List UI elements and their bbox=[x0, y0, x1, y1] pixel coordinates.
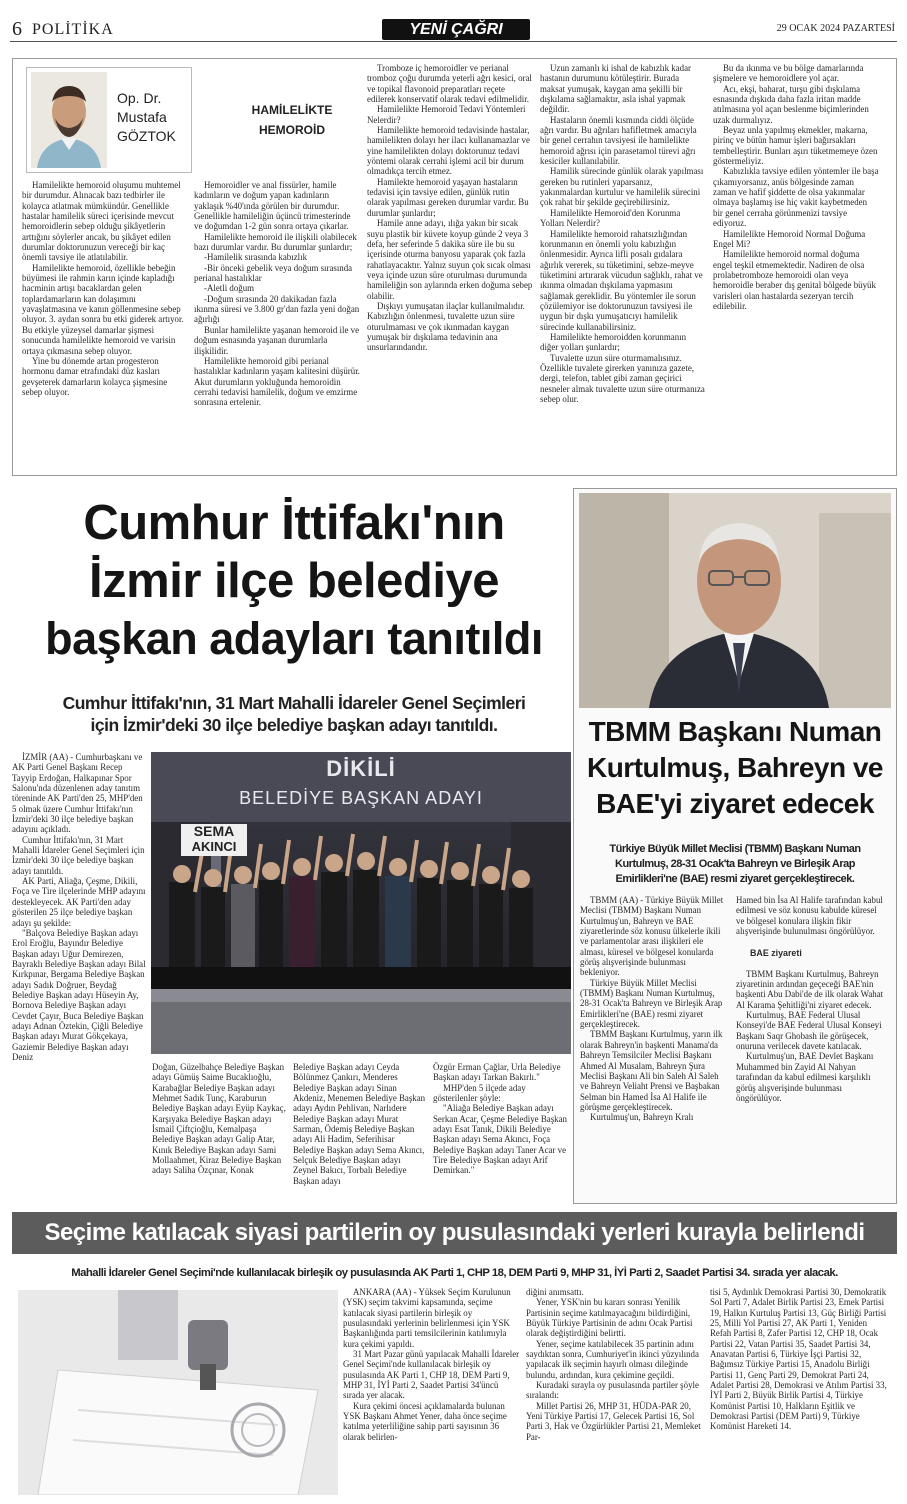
author-first-name: Mustafa bbox=[117, 109, 167, 125]
paragraph: Kurtulmuş'un, BAE Devlet Başkanı Muhammed bin Zayid Al Nahyan tarafından da kabul edilmesi karşılıklı görüş alışverişinde bulunması öngörülüyor. bbox=[736, 1051, 874, 1103]
paragraph: tisi 5, Aydınlık Demokrasi Partisi 30, Demokratik Sol Parti 7, Adalet Birlik Partisi 23, Emek Partisi 19, Halkın Kurtuluş Partisi 13, Güç Birliği Partisi 25, Milli Yol Partisi 27, AK Parti 1, Yeniden Refah Partisi 8, Zafer Partisi 12, CHP 18, Ocak Partisi 22, Vatan Partisi 35, Saadet Partisi 34, Anavatan Partisi 6, Türkiye İşçi Partisi 32, Bağımsız Türkiye Partisi 15, Anadolu Birliği Partisi 11, Genç Parti 29, Demokrat Parti 24, Adalet Partisi 28, Demokrasi ve Atılım Partisi 33, İYİ Parti 2, Büyük Birlik Partisi 4, Türkiye Komünist Partisi 10, Halkların Eşitlik ve Demokrasi Partisi (DEM Parti) 9, Türkiye Komünist Hareketi 14. bbox=[710, 1287, 887, 1432]
ysk-photo bbox=[18, 1290, 338, 1495]
paragraph: "Balçova Belediye Başkan adayı Erol Eroğlu, Bayındır Belediye Başkan adayı Uğur Demirezen, Bayraklı Belediye Başkan adayı Bilal Kırkpınar, Bergama Belediye Başkan adayı Sadık Doğruer, Beydağ Belediye Başkan adayı Hüseyin Ay, Bornova Belediye Başkan adayı Cevdet Çayır, Buca Belediye Başkan adayı Adnan Öztekin, Çiğli Belediye Başkan adayı Murat Gökçekaya, Gaziemir Belediye Başkan adayı Deniz bbox=[12, 927, 146, 1062]
paragraph: Kurtulmuş'un, Bahreyn Kralı bbox=[590, 1112, 694, 1123]
paragraph: Tuvalette uzun süre oturmamalısınız. Özellikle tuvalete girerken yanınıza gazete, dergi, telefon, tablet gibi zaman geçirici nesneler almak tuvalette uzun süre oturmanıza sebep olur. bbox=[540, 352, 705, 404]
column-text-3 bbox=[367, 63, 533, 471]
tbmm-headline-line-1: TBMM Başkanı Numan bbox=[588, 716, 882, 747]
izmir-subhead-line-1: Cumhur İttifakı'nın, 31 Mart Mahalli İdareler Genel Seçimleri bbox=[62, 693, 526, 713]
paragraph: Beyaz unla yapılmış ekmekler, makarna, pirinç ve bütün hamur işleri bağırsakları tembelleştirir. Bunları aşırı tüketmemeye özen göstermeliyiz. bbox=[713, 125, 878, 167]
page-number: 6 bbox=[12, 18, 22, 40]
tbmm-subhead-line-2: Kurtulmuş, 28-31 Ocak'ta Bahreyn ve Birleşik Arap bbox=[615, 858, 855, 870]
paragraph: Hamilelikte hemoroid gibi perianal hastalıklar kadınların yaşam kalitesini düşürür. Akut durumların yokluğunda hemoroidin cerrahi tedavisi hamilelik, doğum ve emzirme sonrasına ertelenir. bbox=[194, 355, 360, 408]
paragraph: Belediye Başkan adayı Ceyda Bölünmez Çankırı, Menderes Belediye Başkan adayı Sinan Akdeniz, Menemen Belediye Başkan adayı Aydın Pehlivan, Narlıdere Belediye Başkan adayı Murat Sarman, Ödemiş Belediye Başkan adayı Ali Hadim, Seferihisar Belediye Başkan adayı Sema Akıncı, Selçuk Belediye Başkan adayı Zeynel Bakıcı, Torbalı Belediye Başkan adayı bbox=[293, 1062, 426, 1186]
issue-date: 29 OCAK 2024 PAZARTESİ bbox=[776, 23, 895, 34]
paragraph: Kurtulmuş, BAE Federal Ulusal Konseyi'de BAE Federal Ulusal Konseyi Başkanı Saqr Ghobash ile görüşecek, onuruna verilecek davete katılacak. bbox=[736, 1010, 882, 1052]
photo-sign-line-1: SEMA bbox=[193, 823, 235, 839]
paragraph: Hamile anne adayı, ılığa yakın bir sıcak suyu plastik bir küvete koyup günde 2 veya 3 defa, her seferinde 5 dakika süre ile bu su içerisinde oturma banyosu yaparak çok fazla rahatlayacaktır. Yalnız suyun çok sıcak olması veya içinde uzun süre oturulması durumunda hamileliğin son aylarında erken doğuma sebep olabilir. bbox=[367, 218, 533, 301]
izmir-text-3 bbox=[293, 1062, 427, 1202]
paragraph: TBMM Başkanı Kurtulmuş, Bahreyn ziyaretinin ardından geçeceği BAE'nin başkenti Abu Dabi'de de ilk olarak Wahat Al Karama Şehitliği'ni ziyaret edecek. bbox=[736, 968, 884, 1010]
author-photo bbox=[31, 72, 107, 168]
paragraph: Kabızlıkla tavsiye edilen yöntemler ile başa çıkamıyorsanız, anüs bölgesinde zaman zaman ve hafif şiddette de olsa yakınmalar olmaya başlamış ise hiç vakit kaybetmeden bir genel cerraha görünmenizi tavsiye ediyoruz. bbox=[713, 166, 879, 229]
paragraph: Hamilelikte hemoroid tedavisinde hastalar, hamilelikten dolayı her ilacı kullanamazlar ve yine hamilelikten dolayı doktorunuz tedavi yöntemi olarak cerrahi işlemi acil bir durum olmadıkça tercih etmez. bbox=[367, 125, 530, 177]
ysk-banner bbox=[12, 1212, 897, 1254]
paragraph: "Aliağa Belediye Başkan adayı Serkan Acar, Çeşme Belediye Başkan adayı Esat Tanık, Dikili Belediye Başkan adayı Sema Akıncı, Foça Belediye Başkan adayı Taner Acar ve Tire Belediye Başkan adayı Arif Demirkan." bbox=[433, 1103, 567, 1176]
paragraph: diğini anımsattı. bbox=[526, 1287, 584, 1297]
paragraph: -Hamilelik sırasında kabızlık bbox=[204, 252, 308, 263]
paragraph: -Bir önceki gebelik veya doğum sırasında perianal hastalıklar bbox=[194, 262, 353, 284]
bae-subheading: BAE ziyareti bbox=[750, 948, 802, 959]
paragraph: Yener, YSK'nin bu kararı sonrası Yenilik Partisinin seçime katılmayacağını bildirdiğini, Büyük Türkiye Partisinin de adını Ocak Partisi olarak değiştirdiğini belirtti. bbox=[526, 1297, 693, 1339]
paragraph: Özgür Erman Çağlar, Urla Belediye Başkan adayı Tarkan Bakırlı." bbox=[433, 1062, 561, 1083]
paragraph: TBMM Başkanı Kurtulmuş, yarın ilk olarak Bahreyn'in başkenti Manama'da Bahreyn Temsilciler Meclisi Başkanı Ahmed Al Musalam, Bahreyn Şura Meclisi Başkanı Ali bin Saleh Al Saleh ve Bahreyn Veliaht Prensi ve Başbakan Selman bin Hamed İsa Al Halife ile görüşme gerçekleştirecek. bbox=[580, 1029, 723, 1112]
photo-sign-line-2: AKINCI bbox=[191, 839, 237, 854]
column-text-2 bbox=[194, 180, 360, 470]
author-title: Op. Dr. bbox=[117, 90, 162, 106]
paragraph: Hamilelikte hemoroid rahatsızlığından korunmanın en önemli yolu kabızlığın önlenmesidir. Ayrıca lifli posalı gıdalara ağırlık vererek, su tüketimini, sebze-meyve tüketimini artırarak vücudun sağlıklı, rahat ve ıkınma olmadan dışkılama yapmasını sağlamak gereklidir. Bu yöntemler ile sorun çözülemiyor ise doktorunuzun tavsiyesi ile uygun bir dışkı yumuşatıcıyı hamilelik sürecinde kullanabilirsiniz. bbox=[540, 228, 703, 332]
paragraph: Türkiye Büyük Millet Meclisi (TBMM) Başkanı Numan Kurtulmuş, 28-31 Ocak'ta Bahreyn ve Birleşik Arap Emirlikleri'ne (BAE) resmi ziyaret gerçekleştirecek. bbox=[580, 977, 723, 1030]
paragraph: Tromboze iç hemoroidler ve perianal tromboz çoğu durumda yeterli ağrı kesici, oral ve topikal flavonoid preparatları reçete edilerek konservatif olarak tedavi edilmelidir. bbox=[367, 63, 532, 105]
paragraph: Bunlar hamilelikte yaşanan hemoroid ile ve doğum esnasında yaşanan durumlarla ilişkilidir. bbox=[194, 324, 360, 356]
column-text-1 bbox=[22, 180, 188, 470]
tbmm-subhead-line-3: Emirlikleri'ne (BAE) resmi ziyaret gerçekleştirecek. bbox=[615, 873, 855, 885]
paragraph: Hamilelikte Hemoroid Tedavi Yöntemleri Nelerdir? bbox=[367, 104, 526, 125]
paragraph: Yener, seçime katılabilecek 35 partinin adını saydıktan sonra, Cumhuriyet'in ikinci yüzyılında yapılacak ilk seçimin hayırlı olması dileğinde bulundu, ardından, kura çekimine geçildi. bbox=[526, 1338, 699, 1380]
paragraph: Kuradaki sırayla oy pusulasında partiler şöyle sıralandı: bbox=[526, 1380, 699, 1401]
ysk-subhead: Mahalli İdareler Genel Seçimi'nde kullanılacak birleşik oy pusulasında AK Parti 1, CHP 18, DEM Parti 9, MHP 31, İYİ Parti 2, Saadet Partisi 34. sırada yer alacak. bbox=[71, 1267, 838, 1279]
ysk-text-2 bbox=[526, 1287, 704, 1497]
tbmm-headline bbox=[576, 714, 894, 822]
tbmm-photo bbox=[579, 493, 891, 708]
logo-text: YENİ ÇAĞRI bbox=[409, 21, 503, 38]
photo-banner-title: DİKİLİ bbox=[326, 756, 396, 781]
paragraph: Uzun zamanlı ki ishal de kabızlık kadar hastanın durumunu kötüleştirir. Burada maksat yumuşak, kaygan ama şekilli bir dışkılama sağlamaktır, asla ishal yapmak değildir. bbox=[540, 63, 691, 115]
paragraph: Hamilelikte Hemoroid'den Korunma Yolları Nelerdir? bbox=[540, 207, 681, 229]
column-text-5 bbox=[713, 63, 879, 471]
tbmm-headline-line-2: Kurtulmuş, Bahreyn ve bbox=[586, 752, 884, 783]
column-text-4 bbox=[540, 63, 706, 471]
column-title bbox=[232, 100, 352, 140]
ysk-text-3 bbox=[710, 1287, 888, 1497]
paragraph: Hamed bin İsa Al Halife tarafından kabul edilmesi ve söz konusu kabulde küresel ve bölgesel konulara ilişkin fikir alışverişinde bulunulması öngörülüyor. bbox=[736, 895, 883, 937]
paragraph: Hamilelikte Hemoroid Normal Doğuma Engel Mi? bbox=[713, 228, 866, 249]
izmir-photo bbox=[151, 752, 571, 1054]
paragraph: Hamilelikte hemoroid ile ilişkili olabilecek bazı durumlar vardır. Bu durumlar şunlardır; bbox=[194, 231, 357, 253]
newspaper-logo bbox=[382, 19, 530, 40]
izmir-headline bbox=[14, 494, 574, 668]
paragraph: Hemoroidler ve anal fissürler, hamile kadınların ve doğum yapan kadınların yaklaşık %40'ında görülen bir durumdur. Genellikle hamileliğin üçüncü trimesterinde ve doğumdan 1-2 gün sonra ortaya çıkarlar. bbox=[194, 180, 351, 232]
column-title-line-2: HEMOROİD bbox=[259, 123, 325, 137]
author-last-name: GÖZTOK bbox=[117, 128, 176, 144]
paragraph: Hamilelikte hemoroid normal doğuma engel teşkil etmemektedir. Nadiren de olsa prolabetromboze hemoroidi olan veya hemoroidle beraber dış genital bölgede büyük varisleri olan hastalarda sezeryan tercih edilebilir. bbox=[713, 249, 876, 311]
paragraph: TBMM (AA) - Türkiye Büyük Millet Meclisi (TBMM) Başkanı Numan Kurtulmuş'un, Bahreyn ve BAE ziyaretlerinde söz konusu ülkelerle ikili ve parlamentolar arası ilişkileri ele alması, küresel ve bölgesel konularda görüş alışverişinde bulunması bekleniyor. bbox=[580, 895, 724, 978]
page-header bbox=[10, 8, 897, 42]
ysk-text-1 bbox=[343, 1287, 521, 1497]
paragraph: Hamilelikte hemoroid oluşumu muhtemel bir durumdur. Alınacak bazı tedbirler ile kolayca atlatmak mümkündür. Genellikle hastalar hamilelik süreci içerisinde mevcut hemoroidlerin sebep olduğu şikâyetlerin arttığını söylerler ancak, bu şikâyet edilen durumlar doktorunuzun vereceği bir kaç önemli tavsiye ile atlatılabilir. bbox=[22, 180, 181, 263]
paragraph: Hamilekte hemoroid yaşayan hastaların tedavisi için tavsiye edilen, günlük rutin olarak yapılması gereken durumlar vardır. Bu durumlar şunlardır; bbox=[367, 176, 529, 218]
photo-sign bbox=[181, 824, 247, 856]
ysk-headline: Seçime katılacak siyasi partilerin oy pusulasındaki yerleri kurayla belirlendi bbox=[44, 1219, 865, 1246]
tbmm-text-1 bbox=[580, 895, 726, 1200]
paragraph: Kura çekimi öncesi açıklamalarda bulunan YSK Başkanı Ahmet Yener, daha önce seçime katılma yeterliliğine sahip parti sayısının 36 olarak belirlen- bbox=[343, 1400, 507, 1442]
column-title-line-1: HAMİLELİKTE bbox=[251, 103, 333, 117]
izmir-headline-line-2: İzmir ilçe belediye bbox=[89, 554, 499, 608]
paragraph: -Aletli doğum bbox=[204, 283, 255, 294]
paragraph: 31 Mart Pazar günü yapılacak Mahalli İdareler Genel Seçimi'nde kullanılacak birleşik oy pusulasında AK Parti 1, CHP 18, DEM Parti 9, MHP 31, İYİ Parti 2, Saadet Partisi 34'üncü sırada yer alacak. bbox=[343, 1349, 520, 1401]
paragraph: Doğan, Güzelbahçe Belediye Başkan adayı Gümüş Saime Bucaklıoğlu, Karabağlar Belediye Başkan adayı Mehmet Sadık Tunç, Karaburun Belediye Başkan adayı Eyüp Kaykaç, Karşıyaka Belediye Başkan adayı İsmail Çiftçioğlu, Kemalpaşa Belediye Başkan adayı Galip Atar, Kınık Belediye Başkan adayı Sami Mollaahmet, Kiraz Belediye Başkan adayı Saliha Özçınar, Konak bbox=[152, 1062, 286, 1176]
paragraph: ANKARA (AA) - Yüksek Seçim Kurulunun (YSK) seçim takvimi kapsamında, seçime katılacak siyasi partilerin birleşik oy pusulasındaki yerlerinin belirlenmesi için YSK Başkanlığında parti temsilcilerinin katılımıyla kura çekimi yapıldı. bbox=[343, 1287, 511, 1349]
paragraph: Bu da ıkınma ve bu bölge damarlarında şişmelere ve hemoroidlere yol açar. bbox=[713, 63, 864, 84]
tbmm-subhead-line-1: Türkiye Büyük Millet Meclisi (TBMM) Başkanı Numan bbox=[609, 843, 861, 855]
photo-banner-subtitle: BELEDİYE BAŞKAN ADAYI bbox=[239, 788, 483, 808]
paragraph: Hamilelikte hemoroidden korunmanın diğer yolları şunlardır; bbox=[540, 331, 687, 353]
izmir-text-1 bbox=[12, 752, 146, 1202]
izmir-subhead-line-2: için İzmir'deki 30 ilçe belediye başkan adayı tanıtıldı. bbox=[90, 715, 498, 735]
paragraph: Acı, ekşi, baharat, turşu gibi dışkılama esnasında dışkıda daha fazla iritan madde atılmasına yol açan beslenme biçimlerinden uzak durmalıyız. bbox=[713, 83, 869, 125]
paragraph: AK Parti, Aliağa, Çeşme, Dikili, Foça ve Tire ilçelerinde MHP adayını destekleyecek. AK Parti'den aday gösterilen 25 ilçe belediye başkan adayı şu şekilde: bbox=[12, 876, 146, 928]
izmir-text-4 bbox=[433, 1062, 567, 1202]
tbmm-text-2 bbox=[736, 895, 884, 1200]
paragraph: Hastaların önemli kısmında ciddi ölçüde ağrı vardır. Bu ağrıları hafifletmek amacıyla bir genel cerrahın tavsiyesi ile hamilelikte hemoroid ağrısı için parasetamol türevi ağrı kesiciler kullanılabilir. bbox=[540, 114, 697, 167]
paragraph: Yine bu dönemde artan progesteron hormonu damar etrafındaki düz kasları gevşeterek damarların kolayca şişmesine sebep oluyor. bbox=[22, 355, 168, 397]
paragraph: Dışkıyı yumuşatan ilaçlar kullanılmalıdır. Kabızlığın önlenmesi, tuvalette uzun süre oturulmaması ve çok ıkınmadan kaygan yumuşak bir dışkılama tedavinin ana unsurlarındandır. bbox=[367, 300, 525, 353]
paragraph: Cumhur İttifakı'nın, 31 Mart Mahalli İdareler Genel Seçimleri için İzmir'deki 30 ilçe belediye başkan adayı tanıtıldı. bbox=[12, 834, 145, 876]
izmir-subhead bbox=[14, 692, 574, 736]
header-rule bbox=[10, 41, 897, 42]
paragraph: Hamilik sürecinde günlük olarak yapılması gereken bu rutinleri yaparsanız, yakınmalardan kurtulur ve hamilelik sürecini çok rahat bir şekilde geçirebilirsiniz. bbox=[540, 166, 704, 208]
tbmm-subhead bbox=[576, 842, 894, 887]
author-box bbox=[26, 67, 192, 173]
izmir-headline-line-3: başkan adayları tanıtıldı bbox=[45, 613, 543, 664]
paragraph: MHP'den 5 ilçede aday gösterilenler şöyle: bbox=[433, 1082, 526, 1104]
paragraph: Hamilelikte hemoroid, özellikle bebeğin büyümesi ile rahmin karın içinde kapladığı hacminin artışı bacaklardan gelen toplardamarların kan dolaşımını yavaşlatmasına ve kanın göllenmesine sebep oluyor. 3. aydan sonra bu etki giderek artıyor. Bu etkiyle yüzeysel damarlar şişmesi sonucunda hamilelikte hemoroid ve varisin ortaya çıkmasına sebep oluyor. bbox=[22, 262, 184, 356]
tbmm-headline-line-3: BAE'yi ziyaret edecek bbox=[596, 788, 874, 819]
izmir-text-2 bbox=[152, 1062, 286, 1202]
section-title: POLİTİKA bbox=[32, 21, 114, 38]
paragraph: Millet Partisi 26, MHP 31, HÜDA-PAR 20, Yeni Türkiye Partisi 17, Gelecek Partisi 16, Sol Parti 3, Hak ve Özgürlükler Partisi 21, Memleket Par- bbox=[526, 1400, 701, 1442]
izmir-headline-line-1: Cumhur İttifakı'nın bbox=[83, 496, 505, 550]
paragraph: İZMİR (AA) - Cumhurbaşkanı ve AK Parti Genel Başkanı Recep Tayyip Erdoğan, Halkapınar Spor Salonu'nda düzenlenen aday tanıtım töreninde AK Parti'den 25, MHP'den 5 olmak üzere Cumhur İttifakı'nın İzmir'deki 30 ilçe belediye başkan adayını açıkladı. bbox=[12, 752, 143, 835]
paragraph: -Doğum sırasında 20 dakikadan fazla ıkınma süresi ve 3.800 gr'dan fazla yeni doğan ağırlığı bbox=[194, 293, 360, 325]
